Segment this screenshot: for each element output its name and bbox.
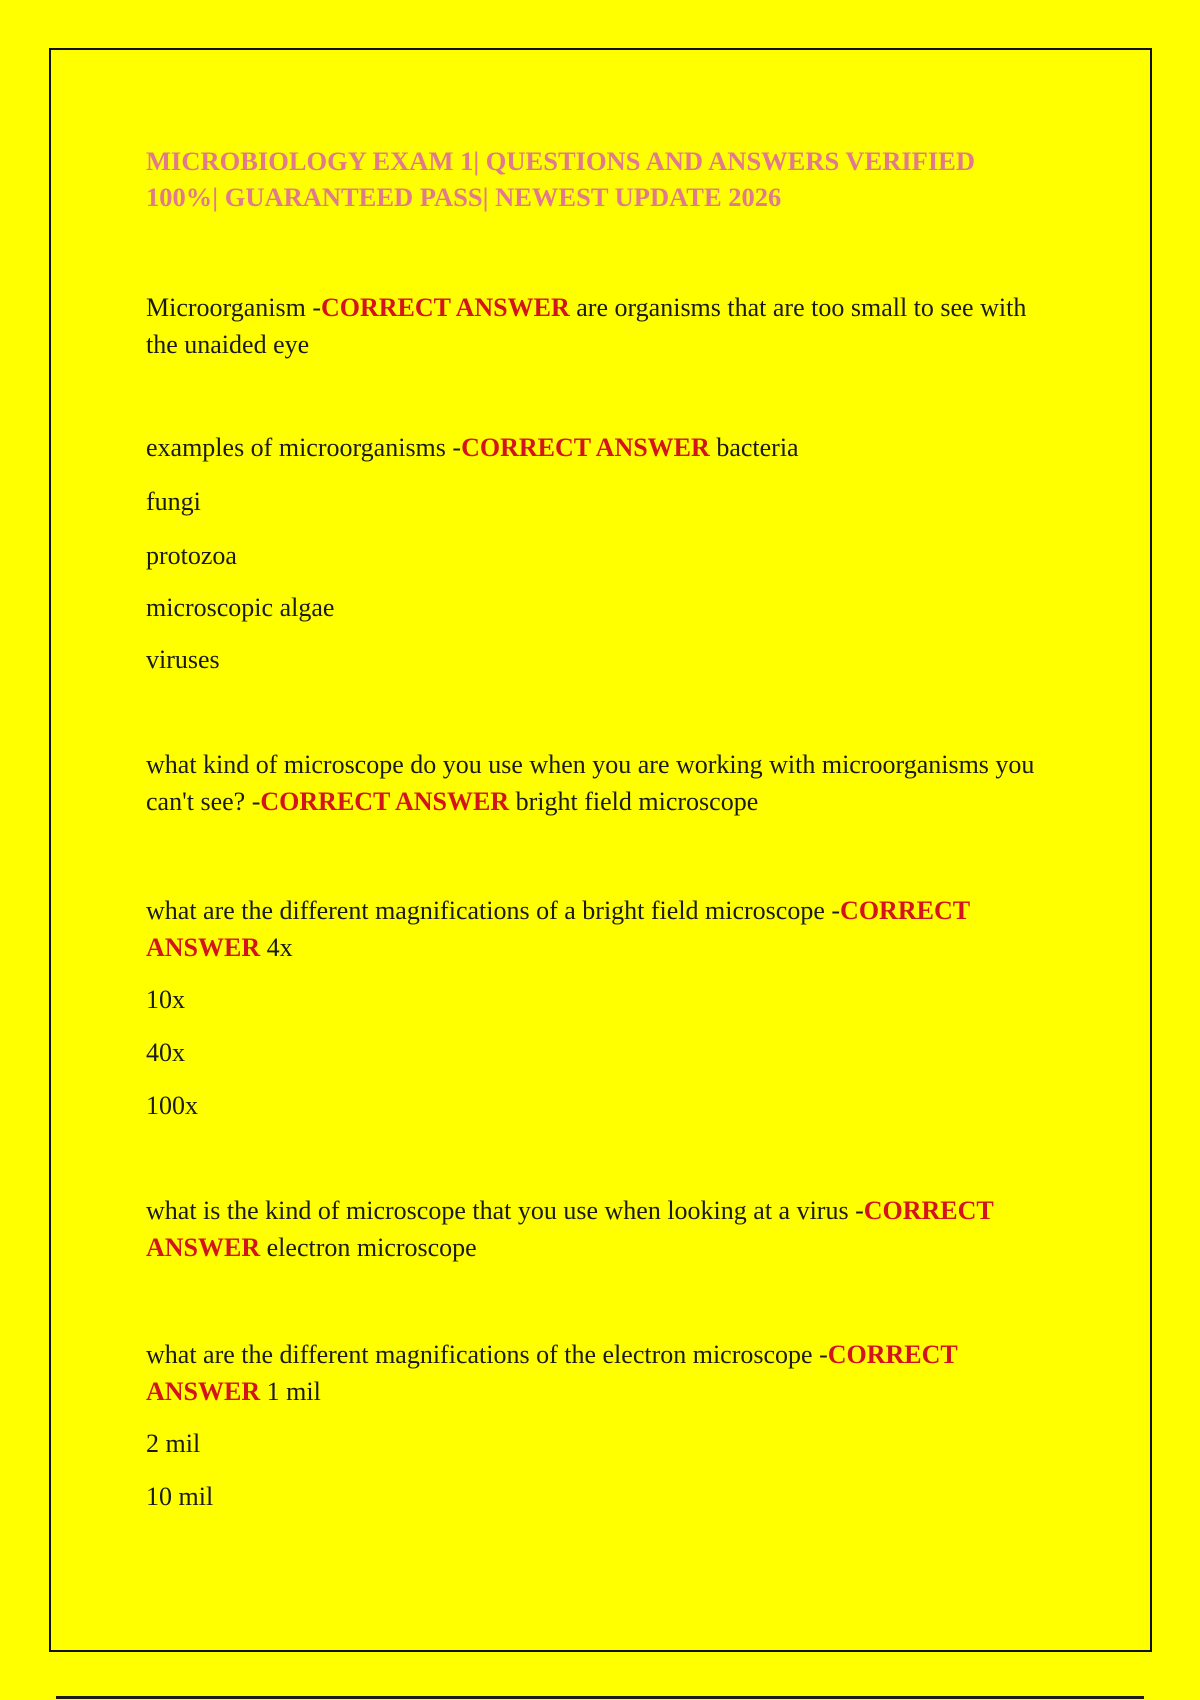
- answer-text: are organisms that are too small to see with the unaided eye: [146, 293, 1027, 359]
- qa-item-virus-microscope: [146, 1192, 1061, 1266]
- question-text: what kind of microscope do you use when you are working with microorganisms you can't see? -: [146, 750, 1035, 816]
- qa-item-microorganism: [146, 289, 1061, 363]
- qa-paragraph: [146, 289, 1061, 363]
- qa-item-bright-field-magnifications: [146, 892, 1061, 1124]
- answer-marker: CORRECT ANSWER: [321, 293, 570, 322]
- answer-text: bright field microscope: [515, 787, 759, 816]
- qa-paragraph: [146, 429, 1061, 466]
- qa-paragraph: [146, 1336, 1061, 1410]
- answer-line: viruses: [146, 645, 220, 674]
- answer-marker: CORRECT ANSWER: [260, 787, 510, 816]
- answer-line: 100x: [146, 1091, 198, 1120]
- answer-marker: CORRECT ANSWER: [461, 433, 710, 462]
- answer-line: protozoa: [146, 541, 237, 570]
- answer-marker: CORRECT ANSWER: [146, 1196, 994, 1262]
- qa-paragraph: [146, 1192, 1061, 1266]
- answer-marker: CORRECT ANSWER: [146, 896, 970, 962]
- answer-line: fungi: [146, 487, 201, 516]
- answer-line: microscopic algae: [146, 593, 335, 622]
- answer-line: 10 mil: [146, 1482, 214, 1511]
- qa-item-examples: [146, 429, 1061, 678]
- document-body: [146, 143, 1061, 1515]
- answer-text: bacteria: [716, 433, 799, 462]
- question-text: examples of microorganisms -: [146, 433, 462, 462]
- question-text: Microorganism -: [146, 293, 321, 322]
- qa-item-microscope-kind: [146, 746, 1061, 820]
- answer-text: 1 mil: [266, 1377, 321, 1406]
- answer-line: 2 mil: [146, 1429, 201, 1458]
- question-text: what is the kind of microscope that you use when looking at a virus -: [146, 1196, 864, 1225]
- question-text: what are the different magnifications of the electron microscope -: [146, 1340, 828, 1369]
- answer-line: 10x: [146, 985, 185, 1014]
- qa-item-electron-magnifications: [146, 1336, 1061, 1515]
- page-bottom-rule: [56, 1696, 1144, 1699]
- title-line-2: 100%| GUARANTEED PASS| NEWEST UPDATE 2026: [146, 182, 782, 212]
- answer-text: 4x: [266, 933, 293, 962]
- title-line-1: MICROBIOLOGY EXAM 1| QUESTIONS AND ANSWERS VERIFIED: [146, 146, 975, 176]
- qa-paragraph: [146, 892, 1061, 966]
- question-text: what are the different magnifications of a bright field microscope -: [146, 896, 841, 925]
- answer-line: 40x: [146, 1038, 185, 1067]
- answer-marker: CORRECT ANSWER: [146, 1340, 958, 1406]
- qa-paragraph: [146, 746, 1061, 820]
- answer-text: electron microscope: [266, 1233, 477, 1262]
- document-title: [146, 143, 1061, 215]
